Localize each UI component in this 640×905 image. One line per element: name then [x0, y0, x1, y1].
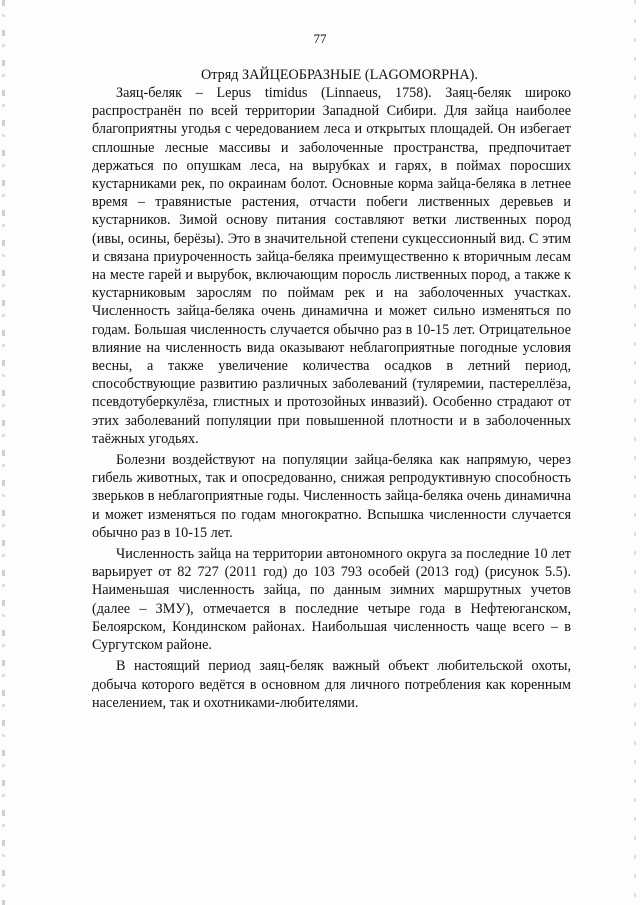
paragraph-diseases: Болезни воздействуют на популяции зайца-беляка как напрямую, через гибель животных, так и опосредованно, снижая репродуктивную способность зверьков в неблагоприятные годы. Численность зайца-беляка очень динамична и может изменяться по годам многократно. Вспышка численности случается обычно раз в 10-15 лет.	[92, 452, 571, 541]
paragraph-hunting: В настоящий период заяц-беляк важный объект любительской охоты, добыча которого ведётся в основном для личного потребления как коренным населением, так и охотниками-любителями.	[92, 658, 571, 711]
section-heading: Отряд ЗАЙЦЕОБРАЗНЫЕ (LAGOMORPHA).	[201, 67, 478, 83]
paragraph-population: Численность зайца на территории автономного округа за последние 10 лет варьирует от 82 727 (2011 год) до 103 793 особей (2013 год) (рисунок 5.5). Наименьшая численность зайца, по данным зимних маршрутных учетов (далее – ЗМУ), отмечается в последние четыре года в Нефтеюганском, Белоярском, Кондинском районах. Наибольшая численность чаще всего – в Сургутском районе.	[92, 546, 571, 654]
scan-edge-right	[634, 0, 636, 905]
scan-edge-left	[2, 0, 5, 905]
paragraph-hare-description: Заяц-беляк – Lepus timidus (Linnaeus, 1758). Заяц-беляк широко распространён по всей территории Западной Сибири. Для зайца наиболее благоприятны угодья с чередованием леса и открытых площадей. Он избегает сплошные лесные массивы и заболоченные пространства, предпочитает держаться по опушкам леса, на вырубках и гарях, в поймах поросших кустарниками рек, по окраинам болот. Основные корма зайца-беляка в летнее время – травянистые растения, отчасти побеги лиственных деревьев и кустарников. Зимой основу питания составляют ветки лиственных пород (ивы, осины, берёзы). Это в значительной степени сукцессионный вид. С этим и связана приуроченность зайца-беляка преимущественно к вторичным лесам на месте гарей и вырубок, включающим поросль лиственных пород, а также к кустарниковым зарослям по поймам рек и на заболоченных участках. Численность зайца-беляка очень динамична и может сильно изменяться по годам. Большая численность случается обычно раз в 10-15 лет. Отрицательное влияние на численность вида оказывают неблагоприятные погодные условия весны, а также увеличение количества осадков в летний период, способствующие развитию различных заболеваний (туляремии, пастереллёза, псевдотуберкулёза, глистных и протозойных инвазий). Особенно страдают от этих заболеваний популяции при повышенной плотности и в заболоченных таёжных угодьях.	[92, 85, 571, 447]
page-number: 77	[313, 31, 327, 46]
page-content	[92, 66, 571, 712]
